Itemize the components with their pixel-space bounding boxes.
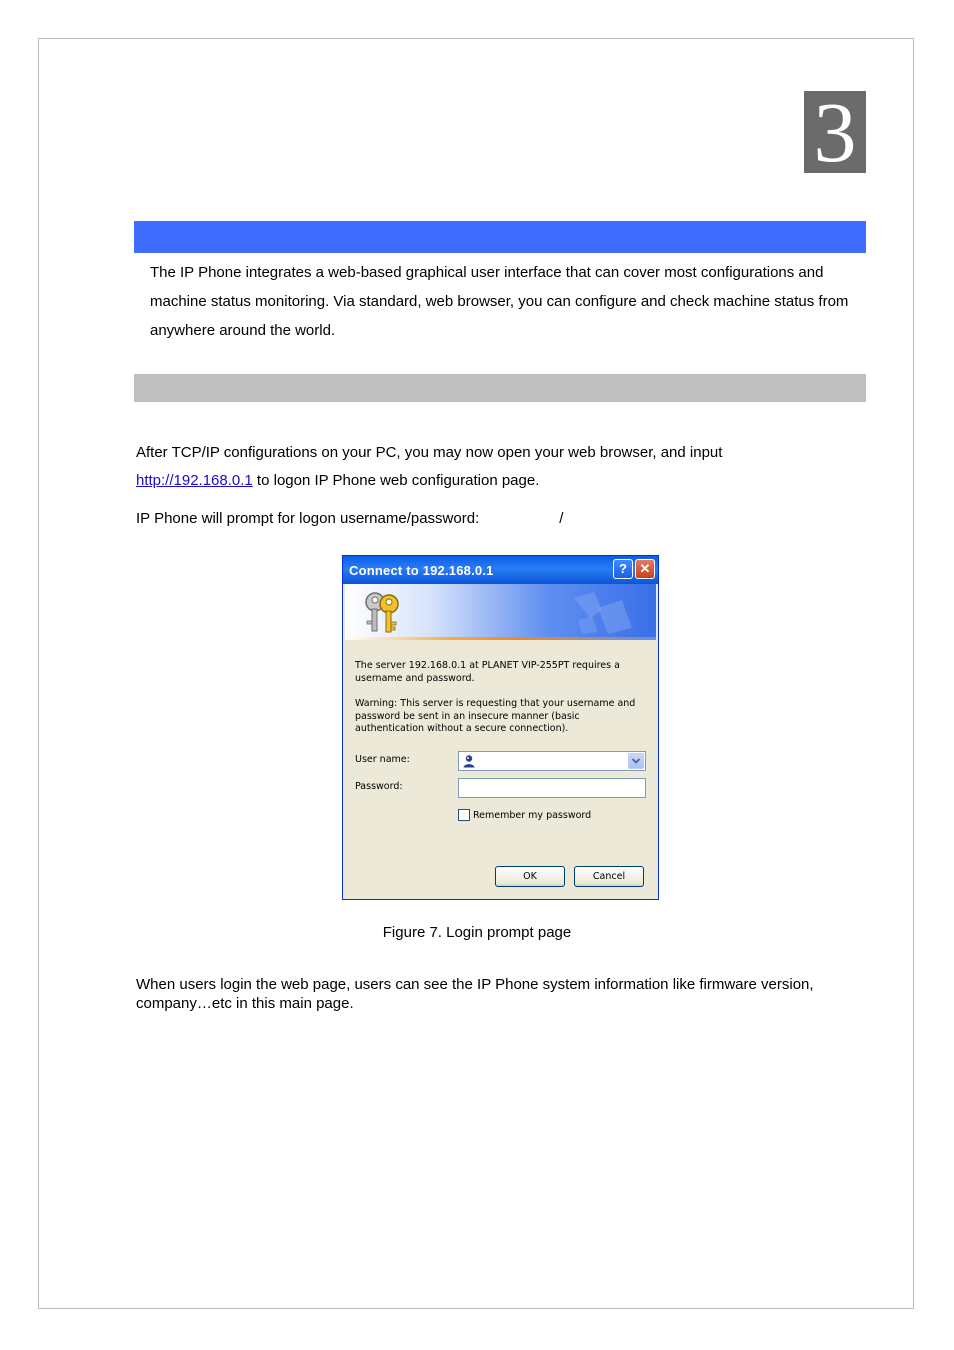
remember-password-label[interactable]: Remember my password: [473, 810, 592, 821]
instructions-paragraph: [136, 439, 876, 495]
username-combobox[interactable]: [458, 751, 646, 771]
login-dialog: [342, 555, 659, 900]
instructions-text-end: to logon IP Phone web configuration page.: [252, 472, 540, 489]
section-header-bar: [134, 221, 866, 253]
dialog-title-bar[interactable]: [343, 556, 658, 584]
credentials-separator: /: [559, 510, 564, 527]
main-page-paragraph: When users login the web page, users can see the IP Phone system information like firmware version, company…etc in this main page.: [136, 976, 814, 1012]
prompt-paragraph: [136, 505, 876, 533]
prompt-text: IP Phone will prompt for logon username/password:: [136, 510, 480, 527]
server-message: The server 192.168.0.1 at PLANET VIP-255PT requires a username and password.: [355, 660, 620, 684]
intro-paragraph: The IP Phone integrates a web-based graphical user interface that can cover most configurations and machine status monitoring. Via standard, web browser, you can configure and check machine status from anywhere around the world.: [150, 264, 849, 339]
close-button[interactable]: ✕: [635, 559, 655, 579]
help-button[interactable]: ?: [613, 559, 633, 579]
warning-message: Warning: This server is requesting that your username and password be sent in an insecure manner (basic authentication without a secure connection).: [355, 698, 636, 734]
password-input[interactable]: [458, 778, 646, 798]
figure-caption: Figure 7. Login prompt page: [382, 924, 572, 941]
user-icon: [462, 754, 476, 768]
ok-button[interactable]: OK: [495, 866, 565, 887]
username-dropdown-button[interactable]: [628, 753, 644, 769]
dialog-title: Connect to 192.168.0.1: [349, 563, 494, 578]
cancel-button[interactable]: Cancel: [574, 866, 644, 887]
instructions-text: After TCP/IP configurations on your PC, you may now open your web browser, and input: [136, 444, 723, 461]
dialog-body: [345, 640, 656, 897]
chapter-number: 3: [804, 91, 866, 173]
banner-decoration: [568, 588, 638, 636]
password-label: Password:: [355, 781, 403, 792]
dialog-banner: [345, 584, 656, 640]
keys-icon: [359, 588, 407, 636]
username-label: User name:: [355, 754, 410, 765]
router-url-link[interactable]: http://192.168.0.1: [136, 472, 253, 489]
subsection-header-bar: [134, 374, 866, 402]
chevron-down-icon: [629, 754, 643, 768]
remember-password-checkbox[interactable]: [458, 809, 470, 821]
